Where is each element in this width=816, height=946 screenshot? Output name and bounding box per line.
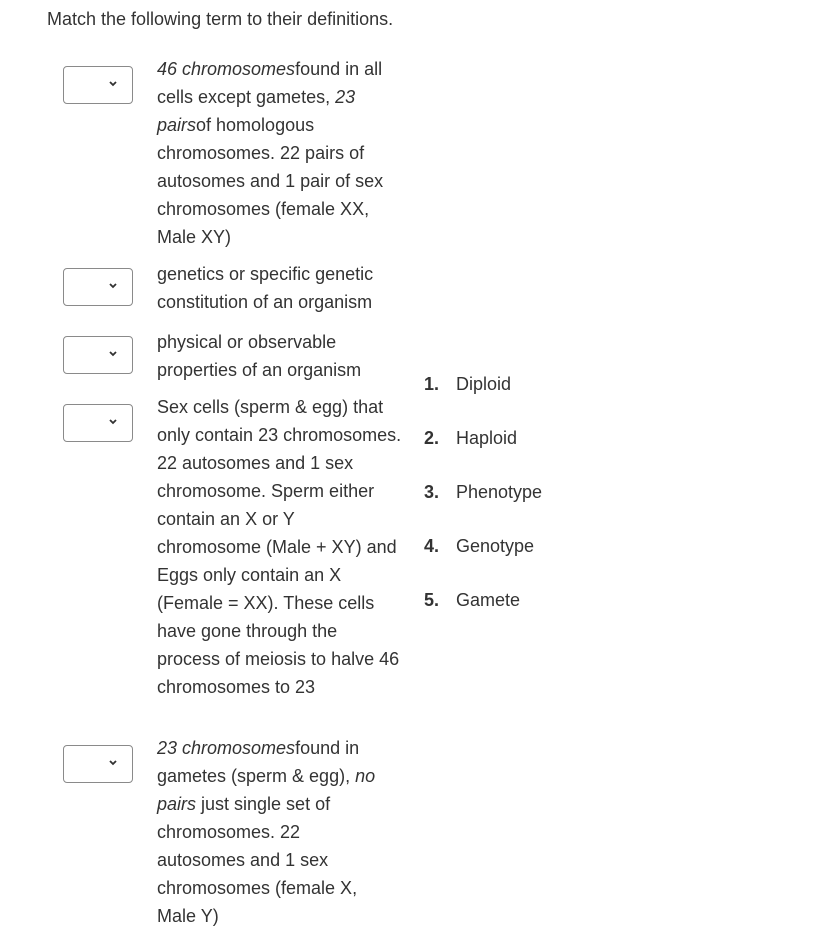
chevron-down-icon	[108, 77, 118, 91]
term-item-haploid: 2. Haploid	[424, 428, 518, 448]
definition-4: Sex cells (sperm & egg) that only contain 23 chromosomes. 22 autosomes and 1 sex chromosome. Sperm either contain an X or Y chromosome (Male + XY) and Eggs only contain an X (Female = XX). These cells have gone through the process of meiosis to halve 46 chromosomes to 23	[157, 397, 402, 697]
match-select-3[interactable]	[63, 336, 133, 374]
definition-2: genetics or specific genetic constitution of an organism	[157, 264, 374, 312]
match-select-1[interactable]	[63, 66, 133, 104]
match-select-5[interactable]	[63, 745, 133, 783]
definition-5: 23 chromosomesfound in gametes (sperm & egg), no pairs just single set of chromosomes. 22 autosomes and 1 sex chromosomes (female X, Male Y)	[157, 738, 376, 926]
chevron-down-icon	[108, 756, 118, 770]
definition-1: 46 chromosomesfound in all cells except gametes, 23 pairsof homologous chromosomes. 22 pairs of autosomes and 1 pair of sex chromosomes (female XX, Male XY)	[157, 59, 384, 247]
term-item-diploid: 1. Diploid	[424, 374, 512, 394]
term-item-phenotype: 3. Phenotype	[424, 482, 543, 502]
chevron-down-icon	[108, 347, 118, 361]
match-select-4[interactable]	[63, 404, 133, 442]
definition-3: physical or observable properties of an organism	[157, 332, 362, 380]
chevron-down-icon	[108, 415, 118, 429]
term-list	[424, 370, 542, 640]
chevron-down-icon	[108, 279, 118, 293]
term-item-gamete: 5. Gamete	[424, 590, 521, 610]
match-select-2[interactable]	[63, 268, 133, 306]
question-prompt: Match the following term to their definitions.	[47, 9, 394, 29]
term-item-genotype: 4. Genotype	[424, 536, 535, 556]
